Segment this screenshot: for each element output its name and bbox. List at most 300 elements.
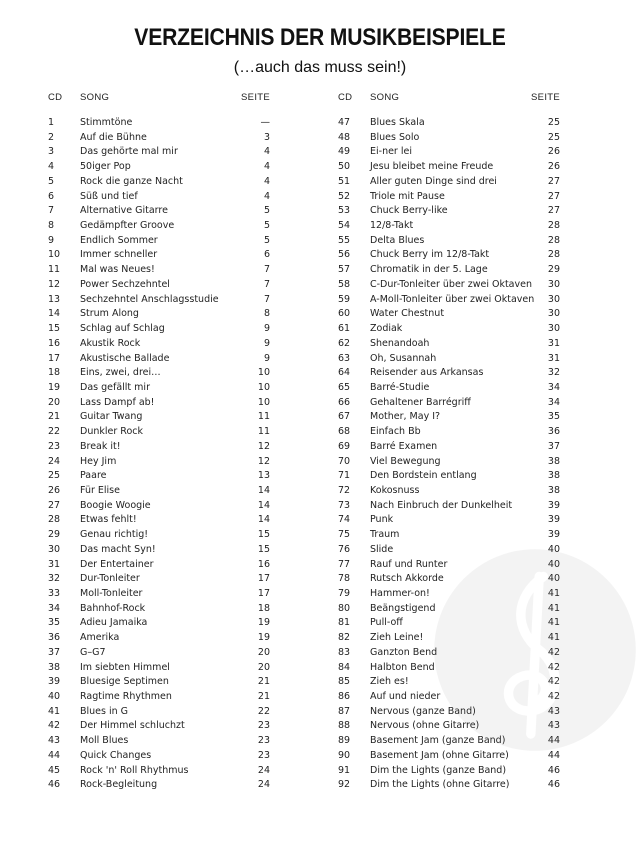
track-row — [338, 631, 560, 646]
track-page: 9 — [263, 337, 270, 349]
track-page: 23 — [257, 720, 270, 732]
track-number: 73 — [338, 499, 351, 511]
track-page: 23 — [257, 735, 270, 747]
track-page: 22 — [257, 705, 270, 717]
track-row — [338, 337, 560, 352]
track-page: 40 — [547, 573, 560, 585]
track-number: 89 — [338, 735, 351, 747]
track-number: 33 — [48, 588, 61, 599]
track-row — [48, 778, 270, 793]
track-row — [48, 248, 270, 263]
track-title: Das gefällt mir — [80, 381, 150, 393]
track-title: Im siebten Himmel — [80, 661, 170, 673]
track-number: 79 — [338, 588, 351, 599]
track-title: Chromatik in der 5. Lage — [370, 264, 488, 276]
track-row — [338, 278, 560, 293]
header-song: SONG — [80, 92, 110, 103]
track-row — [48, 337, 270, 352]
track-row — [48, 764, 270, 779]
column-header — [338, 92, 560, 106]
track-number: 62 — [338, 337, 351, 349]
track-title: Bluesige Septimen — [80, 676, 169, 688]
track-title: Punk — [370, 514, 394, 526]
track-title: Ragtime Rhythmen — [80, 691, 172, 703]
track-title: Dim the Lights (ganze Band) — [370, 764, 507, 776]
track-title: Adieu Jamaika — [80, 617, 148, 629]
track-page: 37 — [547, 440, 560, 452]
track-row — [338, 396, 560, 411]
track-list — [338, 116, 560, 793]
track-page: 31 — [547, 337, 560, 349]
track-row — [48, 131, 270, 146]
track-number: 45 — [48, 764, 61, 776]
track-row — [48, 602, 270, 617]
track-number: 90 — [338, 749, 351, 761]
track-page: 12 — [257, 455, 270, 467]
track-page: 13 — [257, 470, 270, 482]
track-number: 82 — [338, 632, 351, 644]
track-row — [338, 307, 560, 322]
track-page: 5 — [263, 220, 270, 232]
track-page: 9 — [263, 323, 270, 335]
track-row — [48, 690, 270, 705]
track-row — [338, 440, 560, 455]
track-title: Guitar Twang — [80, 411, 143, 423]
track-title: Akustik Rock — [80, 337, 141, 349]
track-row — [48, 646, 270, 661]
track-page: 6 — [263, 249, 270, 261]
track-number: 13 — [48, 293, 61, 305]
track-page: 4 — [263, 190, 270, 202]
track-row — [338, 543, 560, 558]
column-header — [48, 92, 270, 106]
track-number: 11 — [48, 264, 61, 276]
track-page: 44 — [547, 749, 560, 761]
track-number: 19 — [48, 381, 61, 393]
track-number: 55 — [338, 234, 351, 246]
track-page: 42 — [547, 676, 560, 688]
track-row — [338, 719, 560, 734]
header-cd: CD — [48, 92, 63, 103]
track-page: 10 — [257, 396, 270, 408]
track-number: 24 — [48, 455, 61, 467]
track-row — [338, 558, 560, 573]
track-page: 30 — [547, 293, 560, 305]
track-number: 30 — [48, 543, 61, 555]
track-page: 25 — [547, 131, 560, 143]
track-page: 27 — [547, 175, 560, 187]
track-row — [338, 131, 560, 146]
track-page: 20 — [257, 646, 270, 658]
track-number: 18 — [48, 367, 61, 379]
track-row — [338, 204, 560, 219]
track-title: Basement Jam (ganze Band) — [370, 735, 506, 747]
track-row — [48, 616, 270, 631]
track-title: Rauf und Runter — [370, 558, 448, 570]
track-row — [48, 366, 270, 381]
track-row — [338, 778, 560, 793]
track-page: 18 — [257, 602, 270, 614]
track-number: 17 — [48, 352, 61, 364]
track-title: Rock die ganze Nacht — [80, 175, 183, 187]
track-number: 46 — [48, 779, 61, 791]
track-page: 28 — [547, 220, 560, 232]
track-title: Den Bordstein entlang — [370, 470, 477, 482]
track-number: 1 — [48, 117, 55, 128]
track-row — [338, 425, 560, 440]
track-title: G–G7 — [80, 646, 106, 658]
track-title: 12/8-Takt — [370, 220, 414, 232]
track-number: 72 — [338, 484, 351, 496]
track-page: 43 — [547, 705, 560, 717]
track-row — [48, 410, 270, 425]
track-number: 38 — [48, 661, 61, 673]
track-title: Triole mit Pause — [370, 190, 445, 202]
track-number: 91 — [338, 764, 351, 776]
track-title: Chuck Berry im 12/8-Takt — [370, 249, 490, 261]
track-title: Mother, May I? — [370, 411, 441, 423]
track-number: 61 — [338, 323, 351, 335]
track-row — [48, 263, 270, 278]
track-title: Blues Skala — [370, 117, 425, 128]
track-page: 27 — [547, 205, 560, 217]
track-title: Schlag auf Schlag — [80, 323, 165, 335]
track-number: 3 — [48, 146, 55, 158]
page-title: VERZEICHNIS DER MUSIKBEISPIELE — [134, 24, 506, 51]
track-title: Water Chestnut — [370, 308, 445, 320]
track-title: Mal was Neues! — [80, 264, 155, 276]
track-title: Zieh Leine! — [370, 632, 424, 644]
track-page: 42 — [547, 661, 560, 673]
track-title: Nervous (ohne Gitarre) — [370, 720, 480, 732]
track-page: 39 — [547, 514, 560, 526]
track-title: A-Moll-Tonleiter über zwei Oktaven — [370, 293, 535, 305]
track-page: — — [260, 117, 270, 128]
track-number: 92 — [338, 779, 351, 791]
track-title: Genau richtig! — [80, 529, 149, 541]
track-page: 9 — [263, 352, 270, 364]
track-title: Lass Dampf ab! — [80, 396, 155, 408]
track-row — [338, 248, 560, 263]
track-row — [48, 675, 270, 690]
track-row — [48, 352, 270, 367]
track-page: 38 — [547, 484, 560, 496]
track-row — [338, 749, 560, 764]
track-title: Einfach Bb — [370, 426, 421, 438]
track-row — [338, 293, 560, 308]
track-title: Immer schneller — [80, 249, 158, 261]
page-subtitle: (…auch das muss sein!) — [233, 59, 407, 76]
track-number: 23 — [48, 440, 61, 452]
track-row — [48, 469, 270, 484]
track-page: 11 — [257, 426, 270, 438]
track-title: Oh, Susannah — [370, 352, 437, 364]
track-title: Zieh es! — [370, 676, 409, 688]
track-number: 67 — [338, 411, 351, 423]
track-number: 63 — [338, 352, 351, 364]
track-title: Für Elise — [80, 484, 120, 496]
track-number: 2 — [48, 131, 55, 143]
track-number: 7 — [48, 205, 55, 217]
track-page: 41 — [547, 617, 560, 629]
track-title: Break it! — [80, 440, 121, 452]
track-page: 44 — [547, 735, 560, 747]
track-number: 80 — [338, 602, 351, 614]
track-row — [338, 190, 560, 205]
track-row — [338, 661, 560, 676]
track-row — [48, 734, 270, 749]
track-number: 75 — [338, 529, 351, 541]
track-page: 15 — [257, 529, 270, 541]
track-title: Paare — [80, 470, 107, 482]
track-number: 21 — [48, 411, 61, 423]
track-page: 35 — [547, 411, 560, 423]
track-number: 40 — [48, 691, 61, 703]
track-page: 42 — [547, 691, 560, 703]
track-row — [48, 381, 270, 396]
track-number: 53 — [338, 205, 351, 217]
track-page: 10 — [257, 367, 270, 379]
track-title: Süß und tief — [80, 190, 138, 202]
track-title: Der Entertainer — [80, 558, 154, 570]
track-title: Boogie Woogie — [80, 499, 151, 511]
track-page: 29 — [547, 264, 560, 276]
track-row — [338, 484, 560, 499]
track-row — [338, 145, 560, 160]
track-number: 35 — [48, 617, 61, 629]
track-title: Auf die Bühne — [80, 131, 147, 143]
track-page: 14 — [257, 514, 270, 526]
track-page: 41 — [547, 588, 560, 599]
track-title: Gedämpfter Groove — [80, 220, 175, 232]
track-page: 46 — [547, 764, 560, 776]
track-row — [338, 690, 560, 705]
track-row — [48, 425, 270, 440]
track-number: 22 — [48, 426, 61, 438]
track-page: 38 — [547, 470, 560, 482]
track-title: Auf und nieder — [370, 691, 441, 703]
track-number: 84 — [338, 661, 351, 673]
track-number: 47 — [338, 117, 351, 128]
track-title: Reisender aus Arkansas — [370, 367, 484, 379]
track-number: 64 — [338, 367, 351, 379]
track-number: 69 — [338, 440, 351, 452]
track-number: 36 — [48, 632, 61, 644]
track-title: Stimmtöne — [80, 117, 133, 128]
track-title: Ei-ner lei — [370, 146, 412, 158]
track-page: 40 — [547, 543, 560, 555]
track-row — [338, 646, 560, 661]
track-number: 76 — [338, 543, 351, 555]
track-page: 11 — [257, 411, 270, 423]
track-row — [48, 160, 270, 175]
track-page: 30 — [547, 323, 560, 335]
track-row — [48, 234, 270, 249]
track-page: 4 — [263, 146, 270, 158]
track-page: 30 — [547, 308, 560, 320]
track-title: Zodiak — [370, 323, 403, 335]
track-title: Blues in G — [80, 705, 129, 717]
track-title: Rock-Begleitung — [80, 779, 158, 791]
track-number: 28 — [48, 514, 61, 526]
track-title: Das macht Syn! — [80, 543, 156, 555]
header-cd: CD — [338, 92, 353, 103]
header-page: SEITE — [531, 92, 560, 103]
track-number: 8 — [48, 220, 55, 232]
track-title: Shenandoah — [370, 337, 430, 349]
track-title: Moll-Tonleiter — [80, 588, 143, 599]
track-page: 26 — [547, 161, 560, 173]
track-page: 43 — [547, 720, 560, 732]
track-title: Blues Solo — [370, 131, 420, 143]
track-title: Dunkler Rock — [80, 426, 143, 438]
track-number: 54 — [338, 220, 351, 232]
track-row — [338, 263, 560, 278]
track-title: Jesu bleibet meine Freude — [370, 161, 494, 173]
track-page: 7 — [263, 264, 270, 276]
track-row — [338, 160, 560, 175]
track-page: 40 — [547, 558, 560, 570]
track-title: Nach Einbruch der Dunkelheit — [370, 499, 513, 511]
track-title: 50iger Pop — [80, 161, 131, 173]
track-page: 19 — [257, 617, 270, 629]
track-title: Barré Examen — [370, 440, 438, 452]
track-number: 86 — [338, 691, 351, 703]
track-page: 41 — [547, 602, 560, 614]
track-row — [48, 219, 270, 234]
track-row — [338, 513, 560, 528]
track-page: 17 — [257, 573, 270, 585]
track-title: Endlich Sommer — [80, 234, 158, 246]
track-number: 32 — [48, 573, 61, 585]
track-title: Pull-off — [370, 617, 403, 629]
track-page: 7 — [263, 293, 270, 305]
track-row — [48, 455, 270, 470]
track-page: 7 — [263, 278, 270, 290]
track-row — [338, 572, 560, 587]
track-title: Strum Along — [80, 308, 139, 320]
track-page: 21 — [257, 676, 270, 688]
track-row — [48, 499, 270, 514]
track-page: 38 — [547, 455, 560, 467]
track-row — [48, 204, 270, 219]
track-row — [48, 587, 270, 602]
track-number: 74 — [338, 514, 351, 526]
index-column-left — [48, 92, 270, 791]
track-title: Rutsch Akkorde — [370, 573, 444, 585]
track-row — [338, 602, 560, 617]
track-number: 26 — [48, 484, 61, 496]
track-page: 34 — [547, 381, 560, 393]
track-page: 39 — [547, 529, 560, 541]
track-number: 16 — [48, 337, 61, 349]
track-title: Dur-Tonleiter — [80, 573, 140, 585]
track-title: Slide — [370, 543, 394, 555]
track-row — [338, 528, 560, 543]
track-number: 65 — [338, 381, 351, 393]
track-page: 20 — [257, 661, 270, 673]
header-song: SONG — [370, 92, 400, 103]
track-row — [48, 145, 270, 160]
track-title: Traum — [370, 529, 400, 541]
track-row — [338, 764, 560, 779]
track-title: Gehaltener Barrégriff — [370, 396, 471, 408]
track-row — [48, 293, 270, 308]
track-row — [48, 572, 270, 587]
track-page: 3 — [263, 131, 270, 143]
track-row — [338, 322, 560, 337]
track-row — [338, 410, 560, 425]
track-row — [48, 322, 270, 337]
track-number: 70 — [338, 455, 351, 467]
track-title: Nervous (ganze Band) — [370, 705, 476, 717]
track-title: Basement Jam (ohne Gitarre) — [370, 749, 509, 761]
track-row — [338, 381, 560, 396]
track-row — [338, 587, 560, 602]
track-number: 68 — [338, 426, 351, 438]
track-title: Chuck Berry-like — [370, 205, 448, 217]
track-row — [48, 661, 270, 676]
track-number: 9 — [48, 234, 55, 246]
track-row — [338, 616, 560, 631]
track-title: Der Himmel schluchzt — [80, 720, 185, 732]
track-title: Sechzehntel Anschlagsstudie — [80, 293, 219, 305]
track-page: 14 — [257, 484, 270, 496]
track-row — [48, 396, 270, 411]
track-title: Bahnhof-Rock — [80, 602, 146, 614]
track-title: Moll Blues — [80, 735, 129, 747]
track-page: 23 — [257, 749, 270, 761]
track-title: Hey Jim — [80, 455, 117, 467]
track-row — [338, 219, 560, 234]
track-row — [48, 513, 270, 528]
track-number: 77 — [338, 558, 351, 570]
track-title: Ganzton Bend — [370, 646, 438, 658]
track-number: 85 — [338, 676, 351, 688]
track-number: 78 — [338, 573, 351, 585]
index-column-right — [338, 92, 560, 791]
track-page: 24 — [257, 764, 270, 776]
track-number: 81 — [338, 617, 351, 629]
track-row — [48, 278, 270, 293]
track-number: 56 — [338, 249, 351, 261]
track-list — [48, 116, 270, 793]
track-number: 43 — [48, 735, 61, 747]
track-row — [338, 352, 560, 367]
track-number: 37 — [48, 646, 61, 658]
track-number: 88 — [338, 720, 351, 732]
track-number: 4 — [48, 161, 55, 173]
track-title: Kokosnuss — [370, 484, 420, 496]
track-title: Amerika — [80, 632, 120, 644]
track-page: 31 — [547, 352, 560, 364]
track-row — [338, 455, 560, 470]
track-row — [338, 469, 560, 484]
track-number: 66 — [338, 396, 351, 408]
track-title: Barré-Studie — [370, 381, 430, 393]
track-number: 25 — [48, 470, 61, 482]
track-number: 5 — [48, 175, 55, 187]
track-title: Akustische Ballade — [80, 352, 170, 364]
track-row — [48, 307, 270, 322]
track-row — [48, 190, 270, 205]
track-page: 24 — [257, 779, 270, 791]
track-page: 10 — [257, 381, 270, 393]
track-page: 28 — [547, 234, 560, 246]
track-number: 71 — [338, 470, 351, 482]
track-number: 50 — [338, 161, 351, 173]
track-number: 12 — [48, 278, 61, 290]
